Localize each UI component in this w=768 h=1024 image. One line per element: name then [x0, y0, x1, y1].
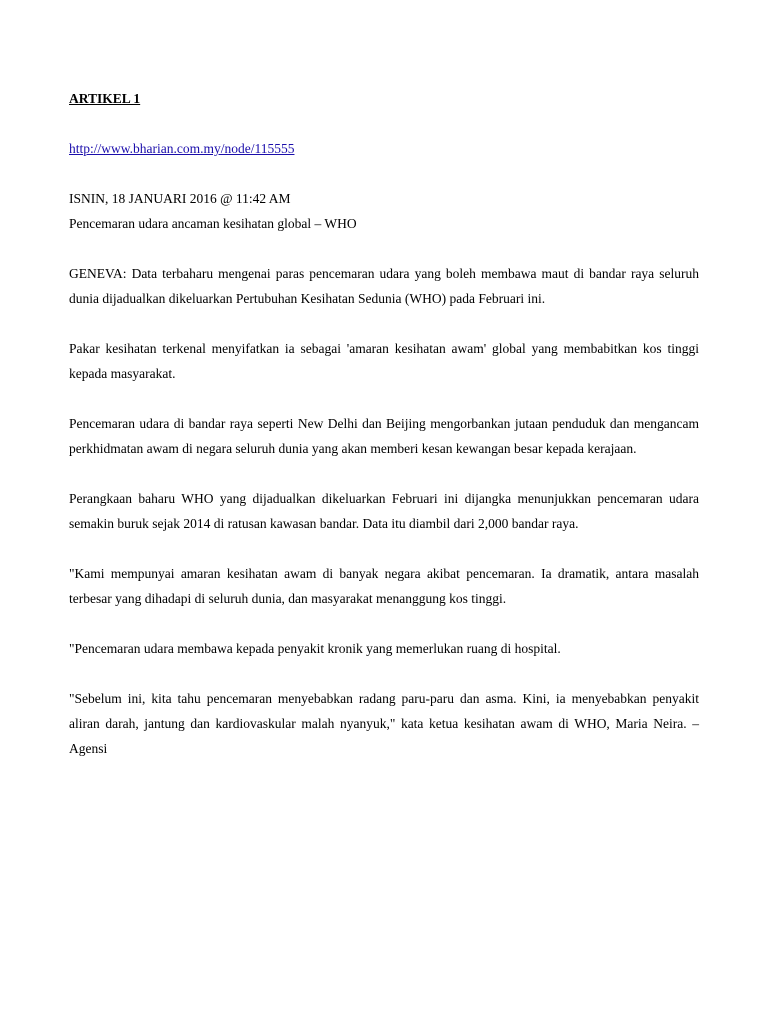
article-paragraph: "Pencemaran udara membawa kepada penyakit kronik yang memerlukan ruang di hospital.	[69, 641, 561, 656]
article-title: Pencemaran udara ancaman kesihatan global – WHO	[69, 216, 357, 231]
article-heading: ARTIKEL 1	[69, 91, 141, 106]
article-paragraph: "Kami mempunyai amaran kesihatan awam di banyak negara akibat pencemaran. Ia dramatik, antara masalah terbesar yang dihadapi di seluruh dunia, dan masyarakat menanggung kos tinggi.	[69, 566, 699, 606]
article-paragraph: Pakar kesihatan terkenal menyifatkan ia sebagai 'amaran kesihatan awam' global yang membabitkan kos tinggi kepada masyarakat.	[69, 341, 699, 381]
document-page	[69, 86, 699, 761]
article-date: ISNIN, 18 JANUARI 2016 @ 11:42 AM	[69, 191, 291, 206]
article-paragraph: Pencemaran udara di bandar raya seperti New Delhi dan Beijing mengorbankan jutaan penduduk dan mengancam perkhidmatan awam di negara seluruh dunia yang akan memberi kesan kewangan besar kepada kerajaan.	[69, 416, 699, 456]
article-paragraph: Perangkaan baharu WHO yang dijadualkan dikeluarkan Februari ini dijangka menunjukkan pencemaran udara semakin buruk sejak 2014 di ratusan kawasan bandar. Data itu diambil dari 2,000 bandar raya.	[69, 491, 699, 531]
article-paragraph: "Sebelum ini, kita tahu pencemaran menyebabkan radang paru-paru dan asma. Kini, ia menyebabkan penyakit aliran darah, jantung dan kardiovaskular malah nyanyuk," kata ketua kesihatan awam di WHO, Maria Neira. – Agensi	[69, 691, 699, 756]
article-link[interactable]: http://www.bharian.com.my/node/115555	[69, 141, 295, 156]
article-paragraph: GENEVA: Data terbaharu mengenai paras pencemaran udara yang boleh membawa maut di bandar raya seluruh dunia dijadualkan dikeluarkan Pertubuhan Kesihatan Sedunia (WHO) pada Februari ini.	[69, 266, 699, 306]
